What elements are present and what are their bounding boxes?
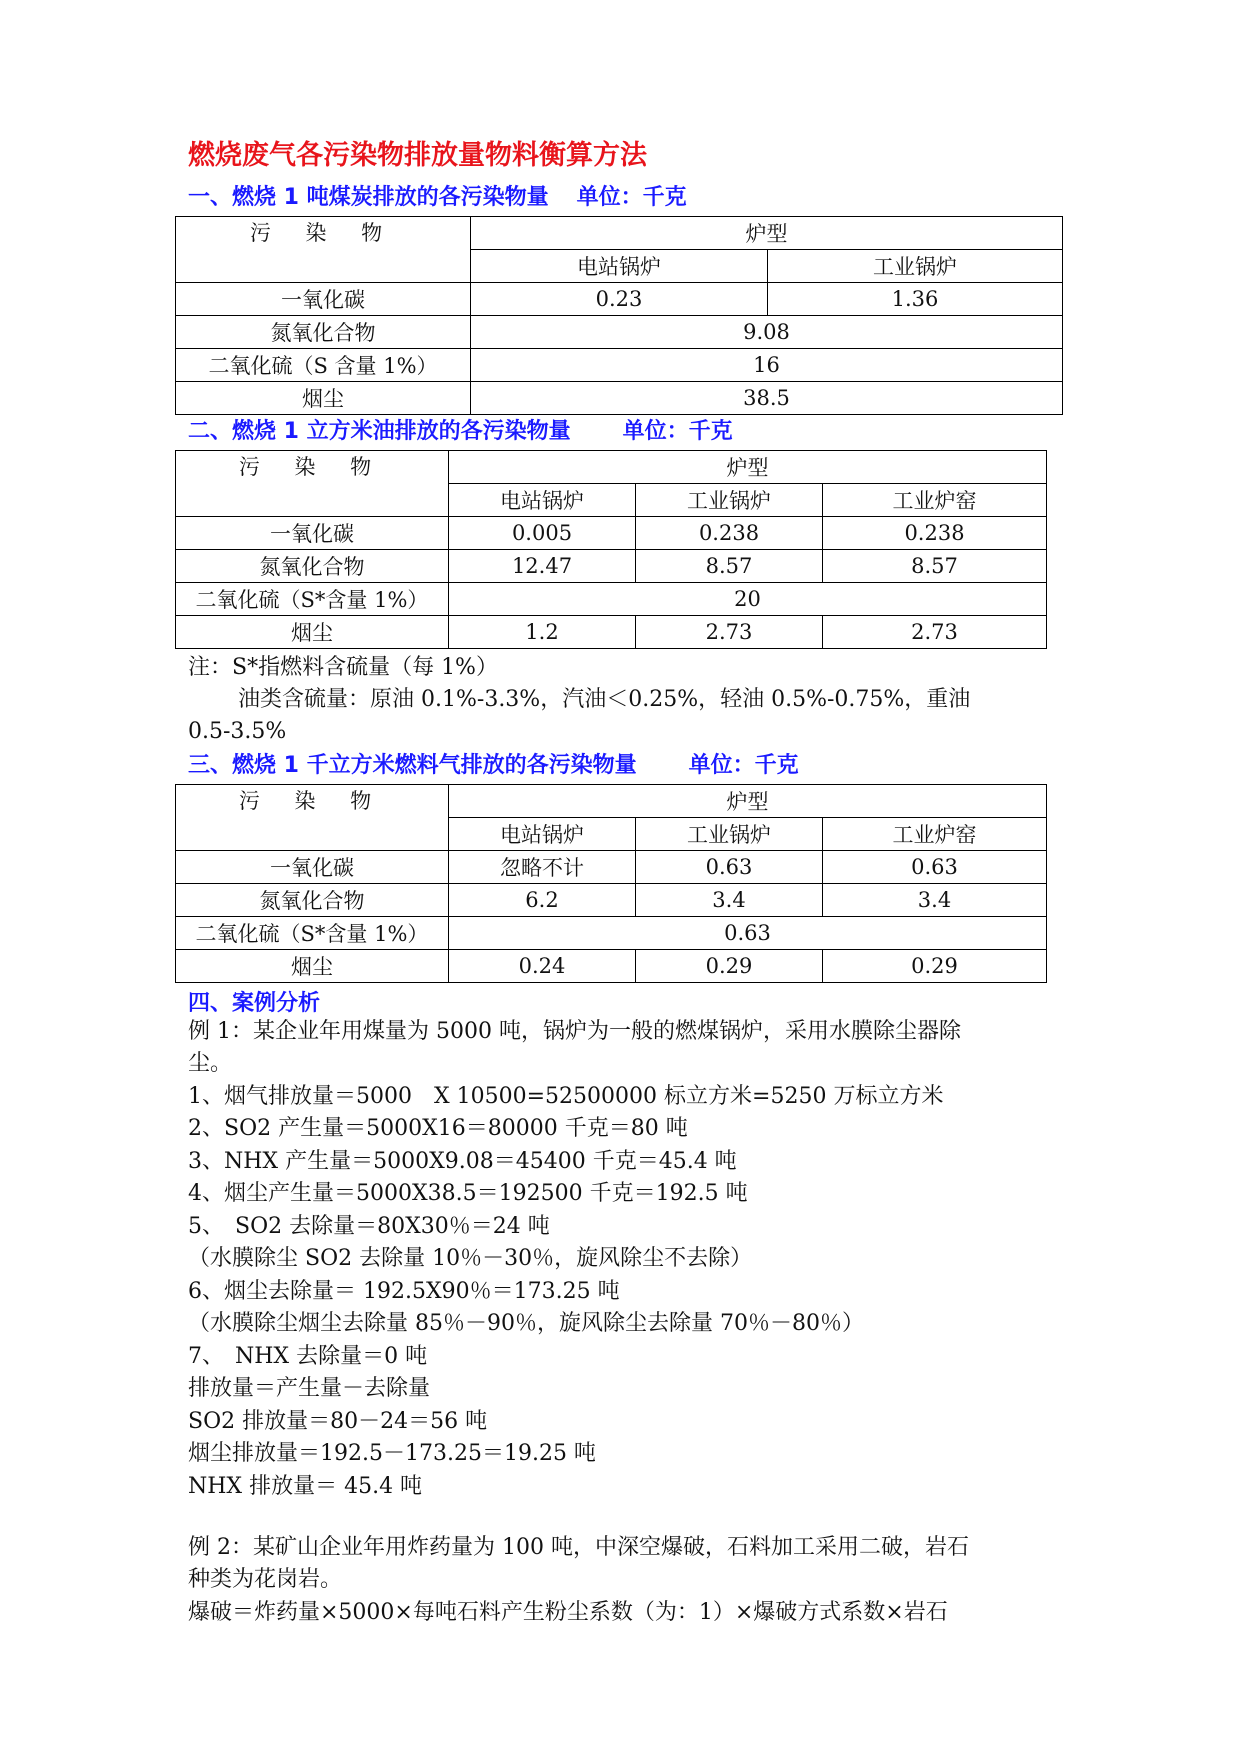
- table-header-pollutant: 污 染 物: [176, 785, 449, 851]
- row-label: 烟尘: [176, 616, 449, 649]
- table-cell: 0.63: [449, 917, 1047, 950]
- example2-line: 种类为花岗岩。: [188, 1567, 343, 1592]
- table-cell: 0.63: [636, 851, 823, 884]
- table-row: [176, 616, 1047, 649]
- example1-line: 例 1：某企业年用煤量为 5000 吨，锅炉为一般的燃煤锅炉，采用水膜除尘器除: [188, 1019, 961, 1044]
- section3-unit: 单位：千克: [688, 753, 799, 778]
- example1-line: NHX 排放量＝ 45.4 吨: [188, 1474, 423, 1499]
- example1-line: 1、烟气排放量＝5000 X 10500=52500000 标立方米=5250 万标立方米: [188, 1084, 944, 1109]
- row-label: 烟尘: [176, 382, 471, 415]
- section2-heading-text: 二、燃烧 1 立方米油排放的各污染物量: [188, 419, 571, 444]
- example1-line: （水膜除尘 SO2 去除量 10％－30％，旋风除尘不去除）: [188, 1246, 753, 1271]
- section2-unit: 单位：千克: [622, 419, 733, 444]
- row-label: 二氧化硫（S*含量 1%）: [176, 917, 449, 950]
- table-cell: 9.08: [471, 316, 1063, 349]
- table-cell: 2.73: [636, 616, 823, 649]
- row-label: 二氧化硫（S 含量 1%）: [176, 349, 471, 382]
- table-header-type: 炉型: [471, 217, 1063, 250]
- table-subheader: 电站锅炉: [449, 818, 636, 851]
- section3-heading: [188, 748, 799, 779]
- table-cell: 6.2: [449, 884, 636, 917]
- section4-heading: 四、案例分析: [188, 991, 321, 1016]
- example1-line: 烟尘排放量＝192.5－173.25＝19.25 吨: [188, 1441, 596, 1466]
- table-row: [176, 382, 1063, 415]
- example1-line: 尘。: [188, 1051, 233, 1076]
- table-row: [176, 583, 1047, 616]
- example1-line: 5、 SO2 去除量＝80X30％＝24 吨: [188, 1214, 550, 1239]
- table-row: [176, 884, 1047, 917]
- example1-line: 4、烟尘产生量＝5000X38.5＝192500 千克＝192.5 吨: [188, 1181, 748, 1206]
- table-cell: 16: [471, 349, 1063, 382]
- table-cell: 0.63: [823, 851, 1047, 884]
- table-header-type: 炉型: [449, 785, 1047, 818]
- table-row: [176, 316, 1063, 349]
- section1-heading-text: 一、燃烧 1 吨煤炭排放的各污染物量: [188, 185, 549, 210]
- table-row: [176, 851, 1047, 884]
- table-row: [176, 950, 1047, 983]
- example2-line: 爆破＝炸药量×5000×每吨石料产生粉尘系数（为：1）×爆破方式系数×岩石: [188, 1600, 948, 1625]
- document-title: 燃烧废气各污染物排放量物料衡算方法: [188, 140, 647, 171]
- table-gas: [175, 784, 1047, 983]
- table-row: [176, 283, 1063, 316]
- table-cell: 12.47: [449, 550, 636, 583]
- table-cell: 8.57: [636, 550, 823, 583]
- table-cell: 忽略不计: [449, 851, 636, 884]
- table-cell: 38.5: [471, 382, 1063, 415]
- table-cell: 1.2: [449, 616, 636, 649]
- table-header-pollutant: 污 染 物: [176, 217, 471, 283]
- section1-unit: 单位：千克: [576, 185, 687, 210]
- section1-heading: [188, 180, 687, 211]
- table-cell: 8.57: [823, 550, 1047, 583]
- row-label: 二氧化硫（S*含量 1%）: [176, 583, 449, 616]
- section3-heading-text: 三、燃烧 1 千立方米燃料气排放的各污染物量: [188, 753, 637, 778]
- example1-line: 7、 NHX 去除量＝0 吨: [188, 1344, 428, 1369]
- example1-line: （水膜除尘烟尘去除量 85％－90％，旋风除尘去除量 70％－80％）: [188, 1311, 864, 1336]
- row-label: 氮氧化合物: [176, 550, 449, 583]
- example1-line: SO2 排放量＝80－24＝56 吨: [188, 1409, 488, 1434]
- row-label: 一氧化碳: [176, 517, 449, 550]
- table-cell: 0.24: [449, 950, 636, 983]
- table-cell: 3.4: [636, 884, 823, 917]
- note-oil-sulfur: 油类含硫量：原油 0.1%-3.3%，汽油＜0.25%，轻油 0.5%-0.75%，重油: [238, 687, 971, 712]
- table-subheader: 工业炉窑: [823, 818, 1047, 851]
- table-cell: 0.238: [823, 517, 1047, 550]
- table-cell: 0.23: [471, 283, 768, 316]
- example1-line: 3、NHX 产生量＝5000X9.08＝45400 千克＝45.4 吨: [188, 1149, 737, 1174]
- table-row: [176, 550, 1047, 583]
- table-cell: 3.4: [823, 884, 1047, 917]
- table-row: [176, 517, 1047, 550]
- table-cell: 0.29: [636, 950, 823, 983]
- note-sulfur: 注：S*指燃料含硫量（每 1%）: [188, 655, 498, 680]
- row-label: 氮氧化合物: [176, 884, 449, 917]
- table-header-type: 炉型: [449, 451, 1047, 484]
- table-header-pollutant: 污 染 物: [176, 451, 449, 517]
- example1-line: 排放量＝产生量－去除量: [188, 1376, 431, 1401]
- example1-line: 6、烟尘去除量＝ 192.5X90％＝173.25 吨: [188, 1279, 620, 1304]
- row-label: 烟尘: [176, 950, 449, 983]
- example2-line: 例 2：某矿山企业年用炸药量为 100 吨，中深空爆破，石料加工采用二破，岩石: [188, 1535, 969, 1560]
- table-cell: 2.73: [823, 616, 1047, 649]
- example1-line: 2、SO2 产生量＝5000X16＝80000 千克＝80 吨: [188, 1116, 688, 1141]
- table-subheader: 工业锅炉: [636, 818, 823, 851]
- table-cell: 20: [449, 583, 1047, 616]
- table-subheader: 电站锅炉: [471, 250, 768, 283]
- table-cell: 0.005: [449, 517, 636, 550]
- row-label: 一氧化碳: [176, 851, 449, 884]
- table-oil: [175, 450, 1047, 649]
- table-cell: 0.238: [636, 517, 823, 550]
- table-row: [176, 917, 1047, 950]
- row-label: 一氧化碳: [176, 283, 471, 316]
- note-oil-sulfur-cont: 0.5-3.5%: [188, 719, 287, 744]
- table-subheader: 工业锅炉: [636, 484, 823, 517]
- table-cell: 1.36: [768, 283, 1063, 316]
- table-coal: [175, 216, 1063, 415]
- table-cell: 0.29: [823, 950, 1047, 983]
- table-subheader: 工业炉窑: [823, 484, 1047, 517]
- table-row: [176, 349, 1063, 382]
- row-label: 氮氧化合物: [176, 316, 471, 349]
- table-subheader: 工业锅炉: [768, 250, 1063, 283]
- table-subheader: 电站锅炉: [449, 484, 636, 517]
- section2-heading: [188, 414, 733, 445]
